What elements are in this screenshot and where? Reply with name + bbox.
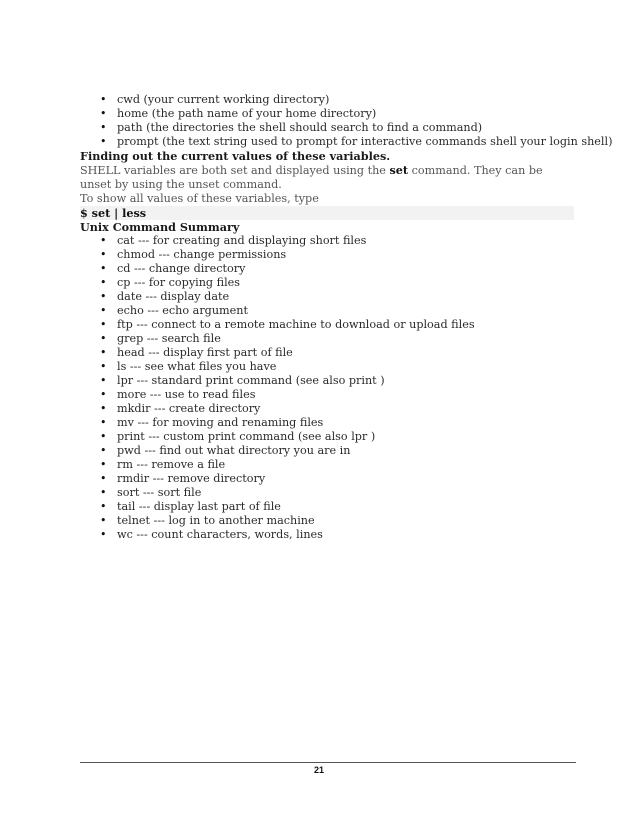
list-item-text: cp --- for copying files — [117, 276, 241, 289]
finding-values-heading: Finding out the current values of these variables. — [80, 149, 391, 163]
bullet-icon: • — [100, 514, 107, 527]
list-item — [80, 121, 574, 135]
list-item-text: mkdir --- create directory — [117, 402, 261, 415]
list-item-text: grep --- search file — [117, 332, 221, 345]
bullet-icon: • — [100, 416, 107, 429]
unix-command-summary-heading: Unix Command Summary — [80, 220, 240, 234]
bullet-icon: • — [100, 121, 107, 134]
footer-divider — [80, 762, 576, 763]
bullet-icon: • — [100, 304, 107, 317]
command-example: $ set | less — [80, 206, 574, 220]
list-item — [80, 444, 574, 458]
list-item — [80, 276, 574, 290]
page-number: 21 — [313, 765, 324, 775]
list-item-text: tail --- display last part of file — [117, 500, 281, 513]
list-item — [80, 514, 574, 528]
list-item-text: ls --- see what files you have — [117, 360, 277, 373]
list-item — [80, 500, 574, 514]
bullet-icon: • — [100, 402, 107, 415]
bullet-icon: • — [100, 374, 107, 387]
list-item-text: home (the path name of your home directory) — [117, 107, 377, 120]
list-item — [80, 402, 574, 416]
bullet-icon: • — [100, 458, 107, 471]
list-item — [80, 234, 574, 248]
bullet-icon: • — [100, 290, 107, 303]
set-command-keyword: set — [389, 163, 409, 177]
list-item — [80, 388, 574, 402]
list-item — [80, 135, 613, 149]
list-item-text: ftp --- connect to a remote machine to download or upload files — [117, 318, 475, 331]
bullet-icon: • — [100, 93, 107, 106]
list-item — [80, 93, 574, 107]
list-item — [80, 360, 574, 374]
list-item — [80, 346, 574, 360]
shell-variables-paragraph — [80, 163, 574, 192]
list-item-text: rm --- remove a file — [117, 458, 226, 471]
list-item — [80, 374, 574, 388]
list-item-text: head --- display first part of file — [117, 346, 293, 359]
list-item — [80, 416, 574, 430]
list-item-text: date --- display date — [117, 290, 230, 303]
bullet-icon: • — [100, 346, 107, 359]
bullet-icon: • — [100, 248, 107, 261]
bullet-icon: • — [100, 135, 107, 148]
bullet-icon: • — [100, 430, 107, 443]
bullet-icon: • — [100, 262, 107, 275]
list-item-text: print --- custom print command (see also lpr ) — [117, 430, 376, 443]
list-item — [80, 304, 574, 318]
list-item-text: mv --- for moving and renaming files — [117, 416, 324, 429]
shell-para-after: command. They can be unset by using the unset command. — [80, 164, 543, 191]
list-item-text: cat --- for creating and displaying short files — [117, 234, 367, 247]
bullet-icon: • — [100, 276, 107, 289]
list-item — [80, 107, 574, 121]
list-item-text: chmod --- change permissions — [117, 248, 287, 261]
page-content — [80, 93, 613, 542]
list-item-text: lpr --- standard print command (see also print ) — [117, 374, 385, 387]
bullet-icon: • — [100, 332, 107, 345]
list-item — [80, 332, 574, 346]
bullet-icon: • — [100, 472, 107, 485]
list-item-text: path (the directories the shell should search to find a command) — [117, 121, 483, 134]
bullet-icon: • — [100, 444, 107, 457]
list-item — [80, 472, 574, 486]
bullet-icon: • — [100, 234, 107, 247]
list-item-text: sort --- sort file — [117, 486, 202, 499]
list-item-text: pwd --- find out what directory you are in — [117, 444, 351, 457]
shell-para-before: SHELL variables are both set and displayed using the — [80, 164, 390, 177]
list-item-text: rmdir --- remove directory — [117, 472, 266, 485]
bullet-icon: • — [100, 318, 107, 331]
list-item-text: wc --- count characters, words, lines — [117, 528, 323, 541]
list-item — [80, 430, 574, 444]
bullet-icon: • — [100, 107, 107, 120]
list-item — [80, 318, 574, 332]
bullet-icon: • — [100, 528, 107, 541]
list-item-text: cwd (your current working directory) — [117, 93, 330, 106]
list-item — [80, 528, 574, 542]
list-item-text: prompt (the text string used to prompt for interactive commands shell your login shell) — [117, 135, 613, 148]
bullet-icon: • — [100, 388, 107, 401]
list-item — [80, 486, 574, 500]
list-item-text: more --- use to read files — [117, 388, 256, 401]
list-item — [80, 262, 574, 276]
command-summary-list — [80, 234, 574, 542]
list-item-text: cd --- change directory — [117, 262, 246, 275]
bullet-icon: • — [100, 500, 107, 513]
list-item-text: telnet --- log in to another machine — [117, 514, 315, 527]
show-all-paragraph: To show all values of these variables, type — [80, 192, 319, 205]
bullet-icon: • — [100, 486, 107, 499]
list-item-text: echo --- echo argument — [117, 304, 248, 317]
bullet-icon: • — [100, 360, 107, 373]
shell-variables-list — [80, 93, 613, 149]
list-item — [80, 248, 574, 262]
list-item — [80, 458, 574, 472]
list-item — [80, 290, 574, 304]
